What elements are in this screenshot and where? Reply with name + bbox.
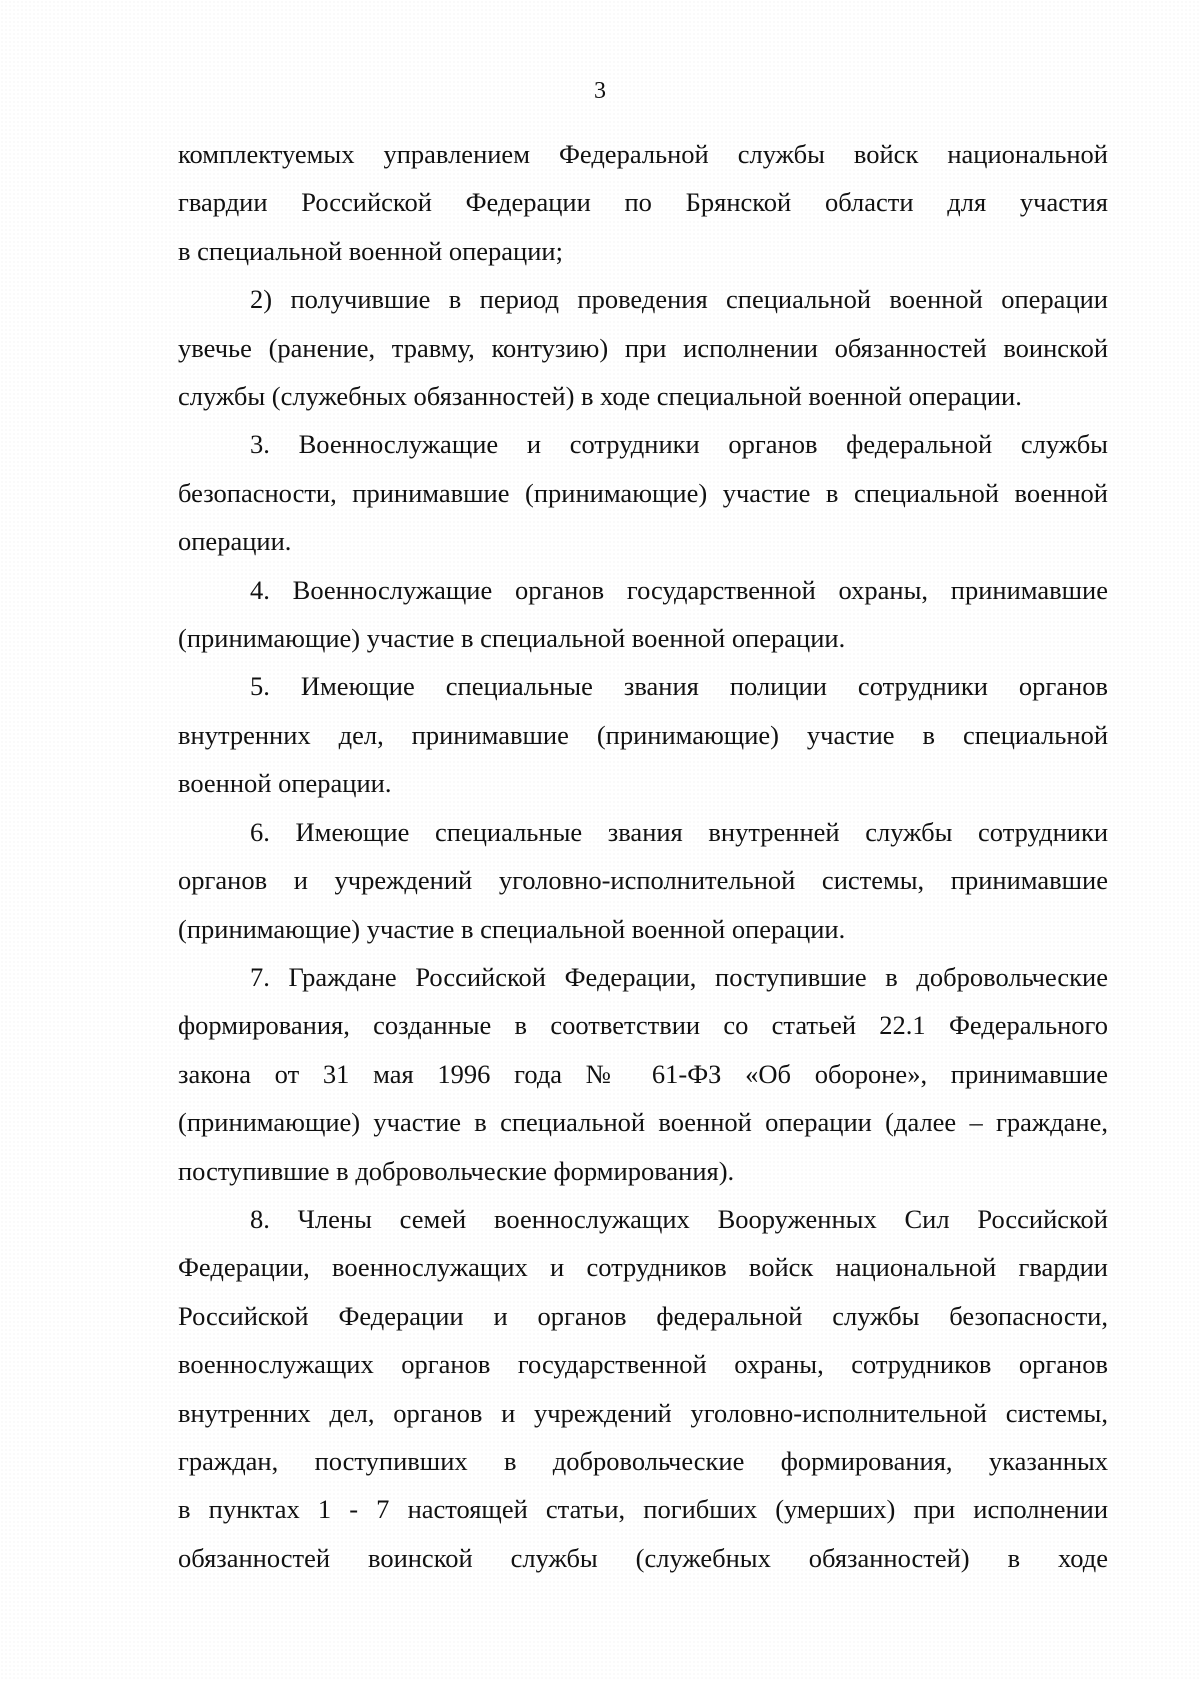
paragraph-continuation xyxy=(178,130,1108,275)
text-line: Российской Федерации и органов федеральной службы безопасности, xyxy=(178,1300,1108,1331)
text-line: 2) получившие в период проведения специальной военной операции xyxy=(250,284,1108,315)
text-line: обязанностей воинской службы (служебных обязанностей) в ходе xyxy=(178,1542,1108,1573)
paragraph-item-6 xyxy=(178,808,1108,953)
text-line: 6. Имеющие специальные звания внутренней службы сотрудники xyxy=(250,816,1108,847)
text-line: 8. Члены семей военнослужащих Вооруженных Сил Российской xyxy=(250,1203,1108,1234)
text-line: военнослужащих органов государственной охраны, сотрудников органов xyxy=(178,1349,1108,1380)
text-line: операции. xyxy=(178,526,292,557)
paragraph-item-8 xyxy=(178,1195,1108,1582)
text-line: 3. Военнослужащие и сотрудники органов федеральной службы xyxy=(250,429,1108,460)
text-line: гвардии Российской Федерации по Брянской области для участия xyxy=(178,187,1108,218)
text-line: безопасности, принимавшие (принимающие) участие в специальной военной xyxy=(178,477,1108,508)
text-line: поступившие в добровольческие формирования). xyxy=(178,1155,735,1186)
text-line: (принимающие) участие в специальной военной операции (далее – граждане, xyxy=(178,1107,1108,1138)
text-line: комплектуемых управлением Федеральной службы войск национальной xyxy=(178,139,1108,169)
text-line: Федерации, военнослужащих и сотрудников войск национальной гвардии xyxy=(178,1252,1108,1283)
paragraph-item-7 xyxy=(178,953,1108,1195)
text-line: 5. Имеющие специальные звания полиции сотрудники органов xyxy=(250,671,1108,702)
text-line: внутренних дел, органов и учреждений уголовно-исполнительной системы, xyxy=(178,1397,1108,1428)
text-line: (принимающие) участие в специальной военной операции. xyxy=(178,913,846,944)
text-line: 7. Граждане Российской Федерации, поступившие в добровольческие xyxy=(250,961,1108,992)
text-line: формирования, созданные в соответствии со статьей 22.1 Федерального xyxy=(178,1010,1108,1041)
text-line: 4. Военнослужащие органов государственной охраны, принимавшие xyxy=(250,574,1108,605)
paragraph-item-2 xyxy=(178,275,1108,420)
paragraph-item-4 xyxy=(178,566,1108,663)
paragraph-item-5 xyxy=(178,662,1108,807)
paragraph-item-3 xyxy=(178,420,1108,565)
text-line: военной операции. xyxy=(178,768,392,799)
text-line: увечье (ранение, травму, контузию) при исполнении обязанностей воинской xyxy=(178,332,1108,363)
page-number: 3 xyxy=(594,78,606,104)
text-line: службы (служебных обязанностей) в ходе специальной военной операции. xyxy=(178,381,1022,412)
text-line: в специальной военной операции; xyxy=(178,235,563,266)
text-line: (принимающие) участие в специальной военной операции. xyxy=(178,623,846,654)
text-line: граждан, поступивших в добровольческие формирования, указанных xyxy=(178,1445,1108,1476)
text-line: в пунктах 1 - 7 настоящей статьи, погибших (умерших) при исполнении xyxy=(178,1494,1108,1525)
text-line: закона от 31 мая 1996 года № 61-ФЗ «Об обороне», принимавшие xyxy=(178,1058,1108,1089)
document-body xyxy=(178,130,1108,1582)
text-line: органов и учреждений уголовно-исполнительной системы, принимавшие xyxy=(178,865,1108,896)
text-line: внутренних дел, принимавшие (принимающие) участие в специальной xyxy=(178,719,1108,750)
